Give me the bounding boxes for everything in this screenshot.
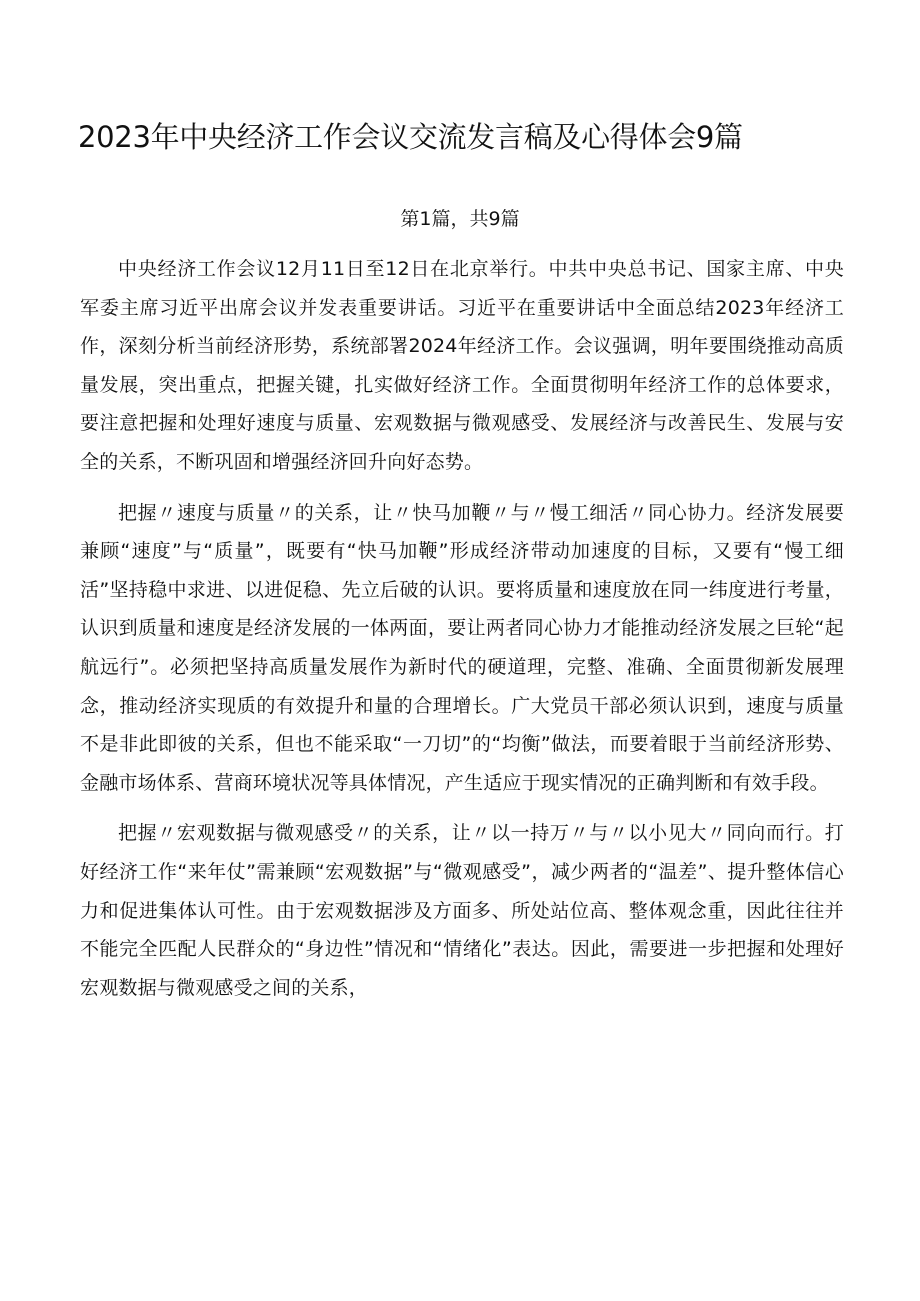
paragraph-2: 把握〃速度与质量〃的关系，让〃快马加鞭〃与〃慢工细活〃同心协力。经济发展要兼顾“速度”与“质量”，既要有“快马加鞭”形成经济带动加速度的目标，又要有“慢工细活”坚持稳中求进、以进促稳、先立后破的认识。要将质量和速度放在同一纬度进行考量，认识到质量和速度是经济发展的一体两面，要让两者同心协力才能推动经济发展之巨轮“起航远行”。必须把坚持高质量发展作为新时代的硬道理，完整、准确、全面贯彻新发展理念，推动经济实现质的有效提升和量的合理增长。广大党员干部必须认识到，速度与质量不是非此即彼的关系，但也不能采取“一刀切”的“均衡”做法，而要着眼于当前经济形势、金融市场体系、营商环境状况等具体情况，产生适应于现实情况的正确判断和有效手段。	[80, 501, 844, 794]
paragraph-1: 中央经济工作会议12月11日至12日在北京举行。中共中央总书记、国家主席、中央军委主席习近平出席会议并发表重要讲话。习近平在重要讲话中全面总结2023年经济工作，深刻分析当前经济形势，系统部署2024年经济工作。会议强调，明年要围绕推动高质量发展，突出重点，把握关键，扎实做好经济工作。全面贯彻明年经济工作的总体要求，要注意把握和处理好速度与质量、宏观数据与微观感受、发展经济与改善民生、发展与安全的关系，不断巩固和增强经济回升向好态势。	[80, 258, 844, 473]
document-title: 2023年中央经济工作会议交流发言稿及心得体会9篇	[78, 120, 743, 154]
section-subtitle: 第1篇，共9篇	[400, 208, 520, 230]
document-body	[80, 250, 844, 1019]
paragraph-3: 把握〃宏观数据与微观感受〃的关系，让〃以一持万〃与〃以小见大〃同向而行。打好经济工作“来年仗”需兼顾“宏观数据”与“微观感受”，减少两者的“温差”、提升整体信心力和促进集体认可性。由于宏观数据涉及方面多、所处站位高、整体观念重，因此往往并不能完全匹配人民群众的“身边性”情况和“情绪化”表达。因此，需要进一步把握和处理好宏观数据与微观感受之间的关系，	[80, 822, 844, 999]
